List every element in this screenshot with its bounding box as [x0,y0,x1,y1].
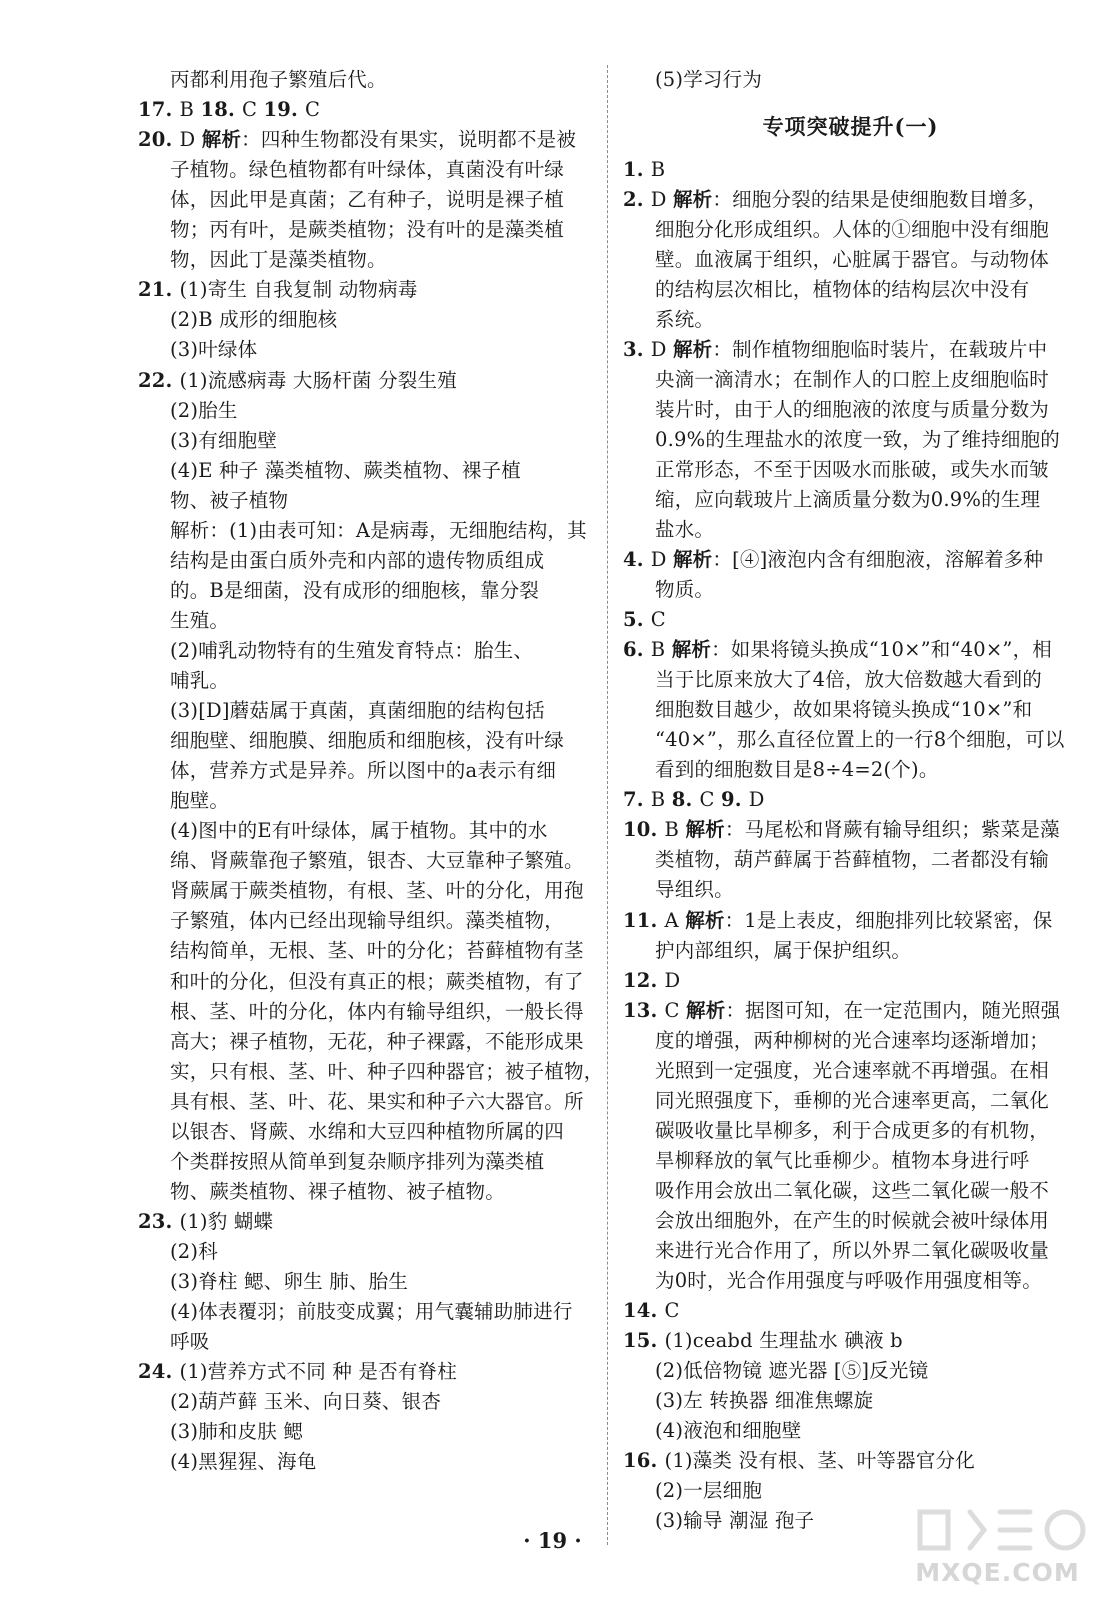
answer-line: 盐水。 [655,518,715,542]
answer-line: 当于比原来放大了4倍，放大倍数越大看到的 [655,668,1042,692]
question-answer-line: 12. D [623,968,681,992]
answer-line: 肾蕨属于蕨类植物，有根、茎、叶的分化，用孢 [170,879,584,903]
answer-line: 度的增强，两种柳树的光合速率均逐渐增加； [655,1028,1050,1052]
answer-line: 缩，应向载玻片上滴质量分数为0.9%的生理 [655,488,1041,512]
answer-line: (3)左 转换器 细准焦螺旋 [655,1388,874,1412]
answer-line: 壁。血液属于组织，心脏属于器官。与动物体 [655,248,1050,272]
answer-line: (3)输导 潮湿 孢子 [655,1508,815,1532]
answer-line: 物、被子植物 [170,488,289,512]
answer-line: 导组织。 [655,878,734,902]
question-answer-line: 23. (1)豹 蝴蝶 [138,1209,274,1233]
answer-line: 细胞分化形成组织。人体的①细胞中没有细胞 [655,218,1050,242]
column-divider [607,65,608,1545]
answer-line: (2)B 成形的细胞核 [170,308,338,332]
answer-line: (2)葫芦藓 玉米、向日葵、银杏 [170,1390,442,1414]
question-answer-line: 7. B 8. C 9. D [623,788,765,812]
answer-line: (2)哺乳动物特有的生殖发育特点：胎生、 [170,638,534,662]
answer-line: 根、茎、叶的分化，体内有输导组织，一般长得 [170,999,584,1023]
answer-line: (3)[D]蘑菇属于真菌，真菌细胞的结构包括 [170,699,545,723]
answer-line: (4)E 种子 藻类植物、蕨类植物、裸子植 [170,458,521,482]
answer-line: (2)科 [170,1239,218,1263]
question-answer-line: 24. (1)营养方式不同 种 是否有脊柱 [138,1360,457,1384]
answer-line: (2)低倍物镜 遮光器 [⑤]反光镜 [655,1358,929,1382]
answer-line: 实，只有根、茎、叶、种子四种器官；被子植物， [170,1059,604,1083]
answer-line: 物，因此丁是藻类植物。 [170,248,387,272]
answer-line: 的。B是细菌，没有成形的细胞核，靠分裂 [170,578,540,602]
answer-line: 体，营养方式是异养。所以图中的a表示有细 [170,759,557,783]
answer-line: 同光照强度下，垂柳的光合速率更高，二氧化 [655,1088,1050,1112]
section-heading: 专项突破提升(一) [762,114,939,139]
answer-line: 具有根、茎、叶、花、果实和种子六大器官。所 [170,1089,584,1113]
question-answer-line: 17. B 18. C 19. C [138,98,321,122]
answer-line: 以银杏、肾蕨、水绵和大豆四种植物所属的四 [170,1119,565,1143]
answer-line: (4)黑猩猩、海龟 [170,1450,317,1474]
answer-line: (3)脊柱 鳃、卵生 肺、胎生 [170,1270,409,1293]
question-answer-line: 11. A 解析：1是上表皮，细胞排列比较紧密，保 [623,908,1053,932]
answer-line: 装片时，由于人的细胞液的浓度与质量分数为 [655,398,1050,422]
answer-line: 细胞数目越少，故如果将镜头换成“10×”和 [655,698,1033,722]
answer-line: 绵、肾蕨靠孢子繁殖，银杏、大豆靠种子繁殖。 [170,849,584,873]
answer-line: 和叶的分化，但没有真正的根；蕨类植物，有了 [170,969,584,993]
answer-line: 护内部组织，属于保护组织。 [655,938,912,962]
answer-line: (4)图中的E有叶绿体，属于植物。其中的水 [170,819,548,843]
answer-line: 细胞壁、细胞膜、细胞质和细胞核，没有叶绿 [170,729,565,753]
answer-line: 吸作用会放出二氧化碳，这些二氧化碳一般不 [655,1178,1050,1202]
answer-line: 碳吸收量比旱柳多，利于合成更多的有机物， [655,1118,1050,1142]
question-answer-line: 15. (1)ceabd 生理盐水 碘液 b [623,1328,903,1352]
answer-line: (4)液泡和细胞壁 [655,1418,802,1442]
question-answer-line: 16. (1)藻类 没有根、茎、叶等器官分化 [623,1448,975,1472]
answer-line: 胞壁。 [170,789,230,813]
answer-line: 物、蕨类植物、裸子植物、被子植物。 [170,1179,505,1203]
answer-line: (3)叶绿体 [170,338,258,362]
answer-line: 会放出细胞外，在产生的时候就会被叶绿体用 [655,1208,1050,1232]
question-answer-line: 2. D 解析：细胞分裂的结果是使细胞数目增多， [623,188,1048,212]
answer-line: 呼吸 [170,1330,210,1354]
answer-line: (3)有细胞壁 [170,428,278,452]
answer-line: 来进行光合作用了，所以外界二氧化碳吸收量 [655,1238,1050,1262]
answer-line: 结构是由蛋白质外壳和内部的遗传物质组成 [170,548,545,572]
answer-line: 哺乳。 [170,669,230,692]
answer-line: 丙都利用孢子繁殖后代。 [170,68,387,91]
answer-line: (2)一层细胞 [655,1478,763,1502]
answer-line: 高大；裸子植物，无花，种子裸露，不能形成果 [170,1029,584,1053]
answer-line: (2)胎生 [170,398,238,422]
answer-line: 子繁殖，体内已经出现输导组织。藻类植物， [170,909,565,933]
question-answer-line: 21. (1)寄生 自我复制 动物病毒 [138,278,418,302]
answer-line: 子植物。绿色植物都有叶绿体，真菌没有叶绿 [170,158,565,182]
answer-line: 为0时，光合作用强度与呼吸作用强度相等。 [655,1268,1042,1292]
question-answer-line: 13. C 解析：据图可知，在一定范围内，随光照强 [623,998,1061,1022]
page-number: · 19 · [523,1528,582,1553]
answer-line: (3)肺和皮肤 鳃 [170,1420,304,1444]
answer-line: 正常形态，不至于因吸水而胀破，或失水而皱 [655,458,1050,482]
answer-line: 生殖。 [170,608,230,632]
answer-line: 0.9%的生理盐水的浓度一致，为了维持细胞的 [655,428,1060,452]
answer-line: 的结构层次相比，植物体的结构层次中没有 [655,278,1030,302]
question-answer-line: 14. C [623,1298,680,1322]
question-answer-line: 6. B 解析：如果将镜头换成“10×”和“40×”，相 [623,638,1052,662]
watermark-logo [900,1500,1095,1592]
answer-line: 光照到一定强度，光合速率就不再增强。在相 [655,1058,1050,1082]
answer-line: (5)学习行为 [655,68,763,91]
question-answer-line: 3. D 解析：制作植物细胞临时装片，在载玻片中 [623,338,1048,362]
answer-line: 物；丙有叶，是蕨类植物；没有叶的是藻类植 [170,218,565,242]
answer-line: 系统。 [655,308,715,332]
question-answer-line: 22. (1)流感病毒 大肠杆菌 分裂生殖 [138,368,457,392]
question-answer-line: 4. D 解析：[④]液泡内含有细胞液，溶解着多种 [623,548,1044,572]
answer-line: 解析：(1)由表可知：A是病毒，无细胞结构，其 [170,518,587,542]
answer-line: 个类群按照从简单到复杂顺序排列为藻类植 [170,1149,545,1173]
answer-line: 体，因此甲是真菌；乙有种子，说明是裸子植 [170,188,565,212]
answer-line: 央滴一滴清水；在制作人的口腔上皮细胞临时 [655,368,1050,392]
answer-line: 结构简单，无根、茎、叶的分化；苔藓植物有茎 [170,939,584,963]
question-answer-line: 10. B 解析：马尾松和肾蕨有输导组织；紫菜是藻 [623,818,1060,842]
watermark-icon [900,1500,1095,1560]
question-answer-line: 1. B [623,158,666,181]
question-answer-line: 5. C [623,608,666,632]
answer-line: 旱柳释放的氧气比垂柳少。植物本身进行呼 [655,1148,1030,1172]
question-answer-line: 20. D 解析：四种生物都没有果实，说明都不是被 [138,128,577,152]
answer-line: 看到的细胞数目是8÷4=2(个)。 [655,758,939,782]
answer-line: 类植物，葫芦藓属于苔藓植物，二者都没有输 [655,848,1050,872]
answer-line: “40×”，那么直径位置上的一行8个细胞，可以 [655,728,1065,752]
answer-line: 物质。 [655,578,715,602]
answer-line: (4)体表覆羽；前肢变成翼；用气囊辅助肺进行 [170,1300,573,1324]
watermark-text: MXQE.COM [915,1558,1080,1587]
